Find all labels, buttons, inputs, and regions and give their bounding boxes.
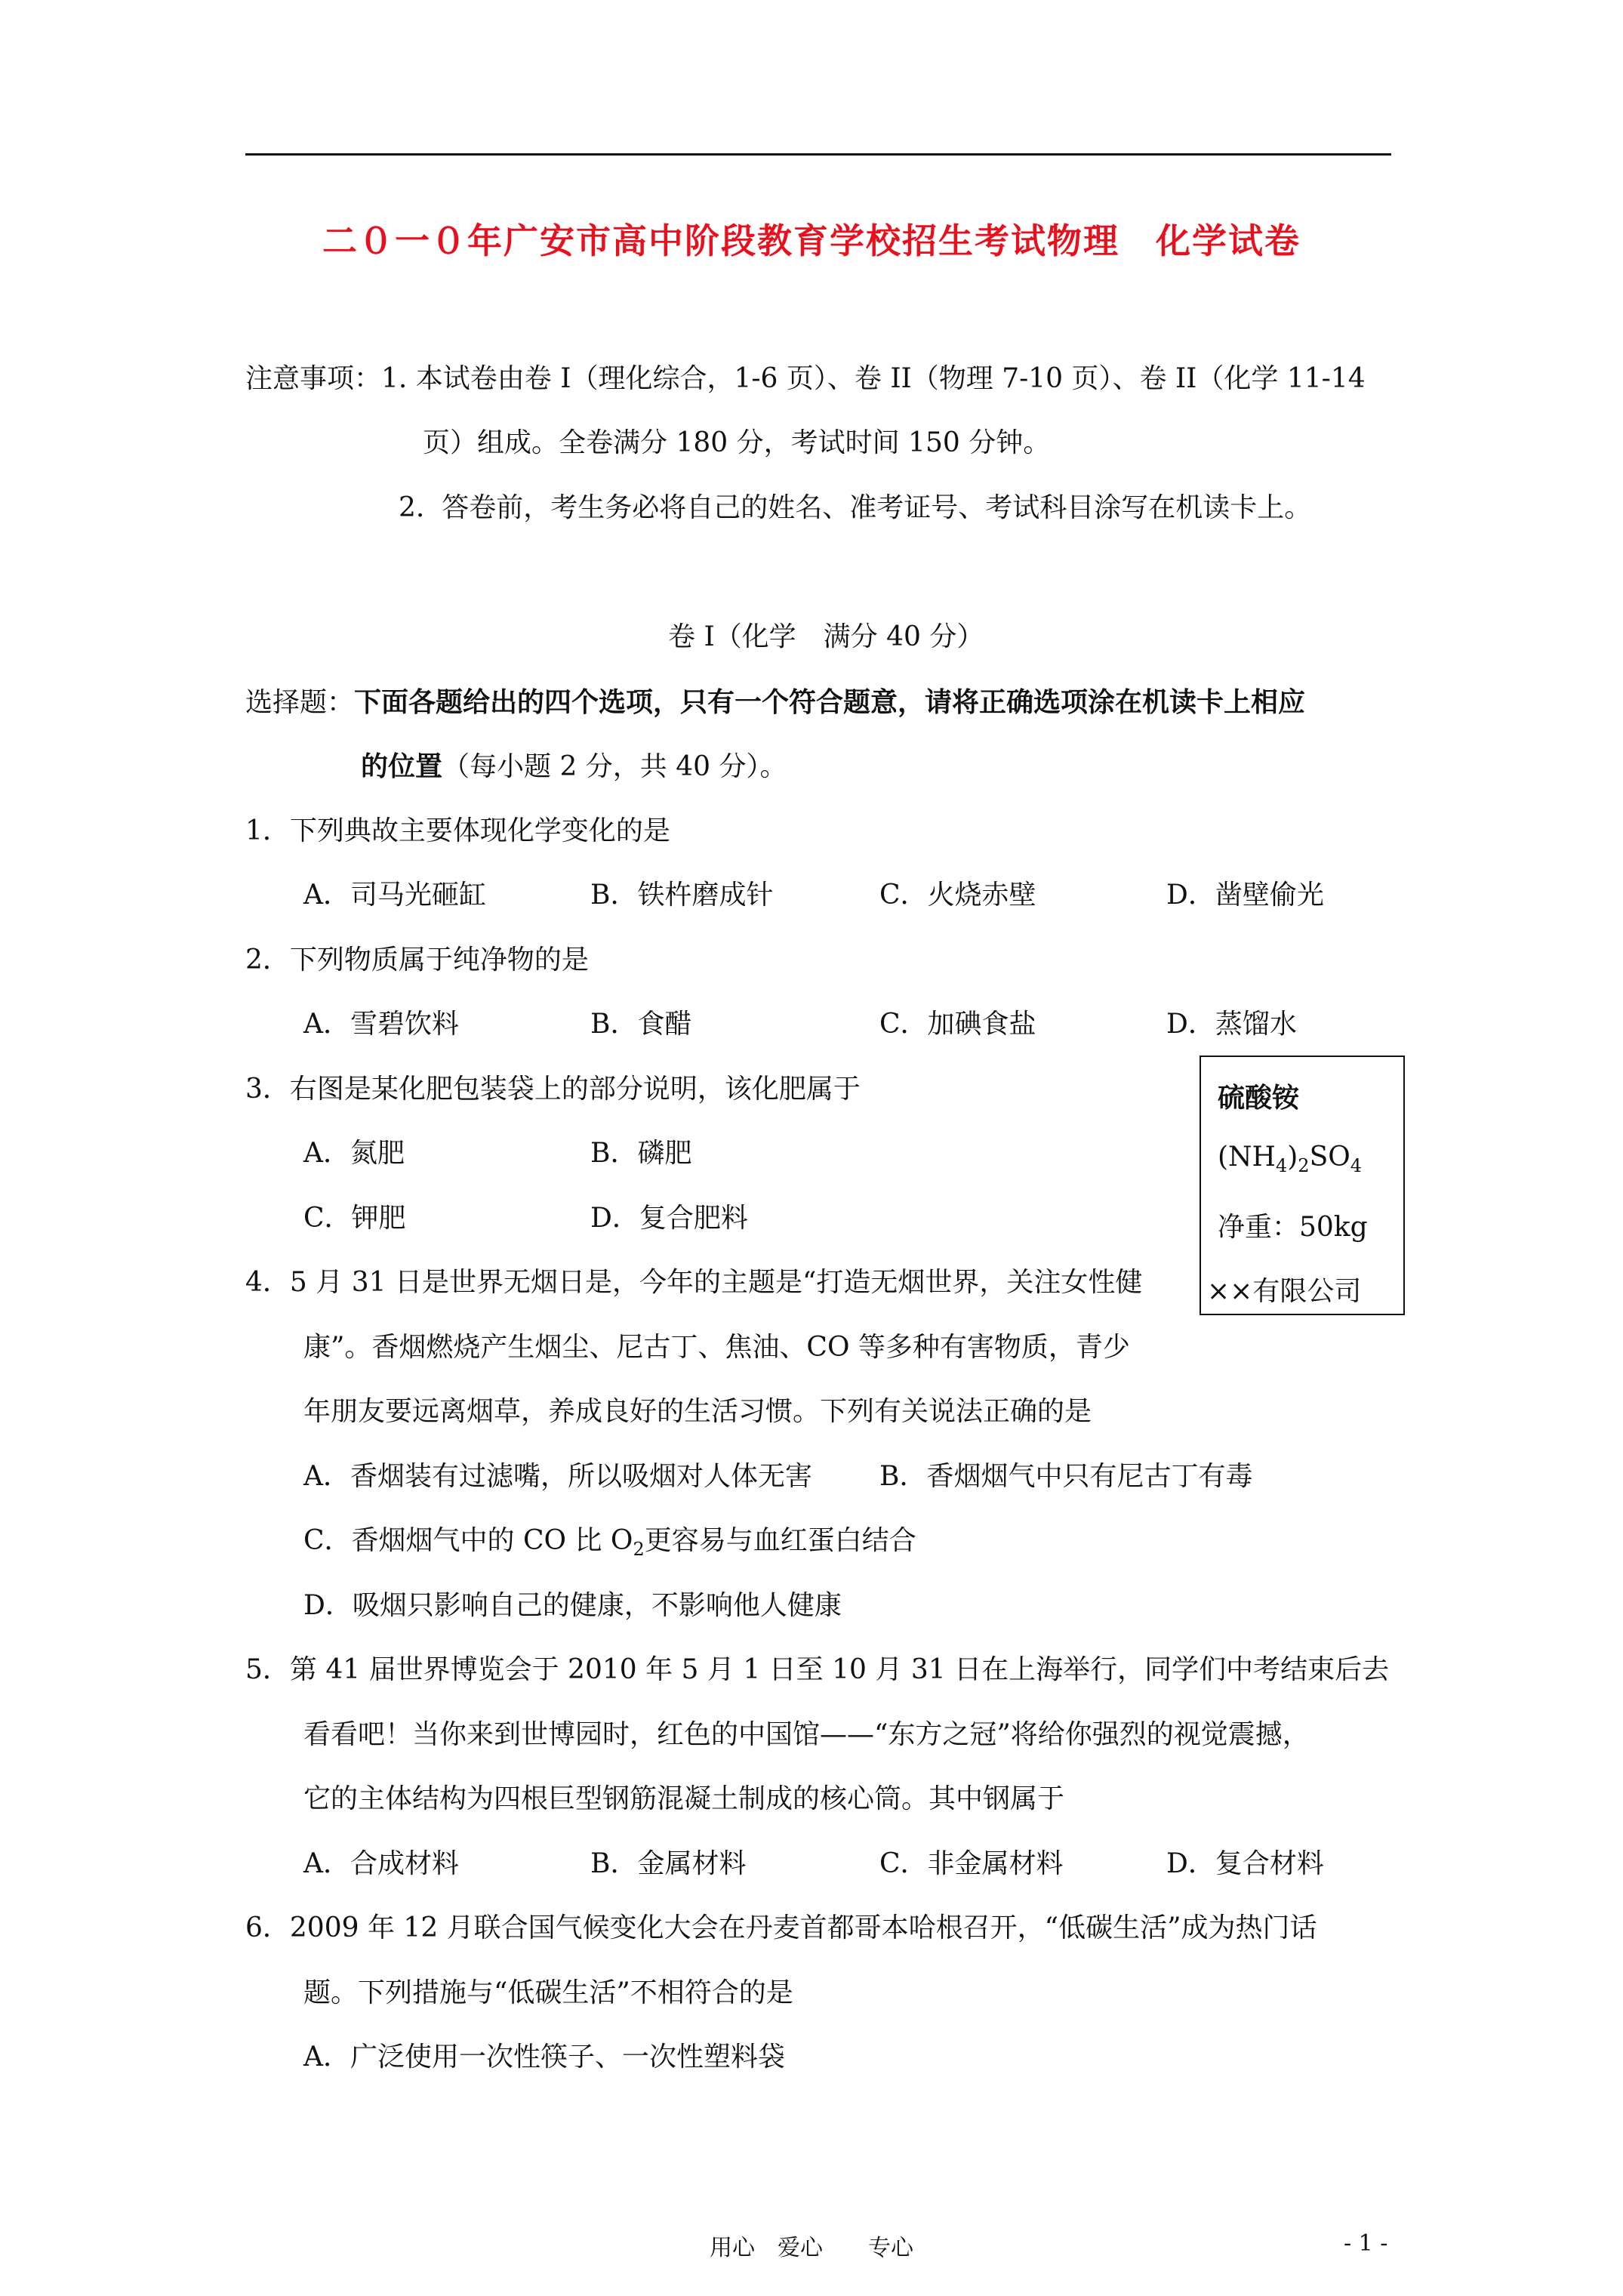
question-1-option-d: D．凿壁偷光: [1166, 880, 1324, 911]
page-number: - 1 -: [1344, 2230, 1388, 2257]
instruction-text-2b: （每小题 2 分，共 40 分）。: [442, 751, 787, 782]
notice-line-3: 2. 答卷前，考生务必将自己的姓名、准考证号、考试科目涂写在机读卡上。: [399, 492, 1312, 523]
instruction-line-1: [245, 686, 1306, 718]
fertilizer-label-box: [1200, 1056, 1405, 1315]
question-3-option-c: C．钾肥: [303, 1203, 406, 1234]
instruction-text-2a: 的位置: [361, 750, 443, 782]
question-4-option-b: B．香烟烟气中只有尼古丁有毒: [879, 1461, 1253, 1492]
question-1-option-b: B．铁杵磨成针: [590, 880, 774, 911]
question-4-option-a: A．香烟装有过滤嘴，所以吸烟对人体无害: [303, 1461, 812, 1492]
question-4-stem-line-1: 4．5 月 31 日是世界无烟日是，今年的主题是“打造无烟世界，关注女性健: [245, 1267, 1143, 1298]
question-3-stem: 3．右图是某化肥包装袋上的部分说明，该化肥属于: [245, 1074, 861, 1105]
question-2-option-b: B．食醋: [590, 1009, 692, 1040]
question-6-stem-line-2: 题。下列措施与“低碳生活”不相符合的是: [303, 1977, 793, 2008]
notice-line-2: 页）组成。全卷满分 180 分，考试时间 150 分钟。: [423, 427, 1051, 458]
question-5-stem-line-2: 看看吧！当你来到世博园时，红色的中国馆——“东方之冠”将给你强烈的视觉震撼，: [303, 1719, 1310, 1750]
fertilizer-formula: $(NH_4)_2SO_4$: [1218, 1142, 1363, 1176]
question-1-option-c: C．火烧赤壁: [879, 880, 1036, 911]
fertilizer-weight: 净重：50kg: [1218, 1212, 1368, 1243]
fertilizer-company: ××有限公司: [1207, 1276, 1362, 1307]
question-4-stem-line-2: 康”。香烟燃烧产生烟尘、尼古丁、焦油、CO 等多种有害物质，青少: [303, 1332, 1130, 1363]
notice-line-1: 注意事项：1. 本试卷由卷 I（理化综合，1-6 页）、卷 II（物理 7-10 页）、卷 II（化学 11-14: [245, 363, 1366, 394]
question-6-stem-line-1: 6．2009 年 12 月联合国气候变化大会在丹麦首都哥本哈根召开，“低碳生活”成为热门话: [245, 1912, 1317, 1943]
question-6-option-a: A．广泛使用一次性筷子、一次性塑料袋: [303, 2042, 785, 2073]
question-1-option-a: A．司马光砸缸: [303, 880, 486, 911]
question-2-option-d: D．蒸馏水: [1166, 1009, 1297, 1040]
question-5-option-b: B．金属材料: [590, 1848, 747, 1879]
question-4-option-c: C．香烟烟气中的 CO 比 $O_2$更容易与血红蛋白结合: [303, 1525, 916, 1560]
question-3-option-d: D．复合肥料: [590, 1203, 748, 1234]
header-rule: [245, 153, 1391, 156]
instruction-text-1: 下面各题给出的四个选项，只有一个符合题意，请将正确选项涂在机读卡上相应: [354, 686, 1306, 718]
question-5-option-c: C．非金属材料: [879, 1848, 1064, 1879]
question-5-option-a: A．合成材料: [303, 1848, 459, 1879]
question-3-option-b: B．磷肥: [590, 1138, 692, 1169]
question-2-option-c: C．加碘食盐: [879, 1009, 1036, 1040]
question-5-stem-line-1: 5．第 41 届世界博览会于 2010 年 5 月 1 日至 10 月 31 日在上海举行，同学们中考结束后去: [245, 1654, 1390, 1685]
question-4-option-d: D．吸烟只影响自己的健康，不影响他人健康: [303, 1590, 842, 1621]
question-2-stem: 2．下列物质属于纯净物的是: [245, 945, 589, 975]
question-3-option-a: A．氮肥: [303, 1138, 405, 1169]
footer-slogan: 用心 爱心 专心: [710, 2235, 913, 2261]
instruction-line-2: [361, 750, 787, 782]
section-title: 卷 I（化学 满分 40 分）: [668, 621, 984, 652]
exam-title: 二０一０年广安市高中阶段教育学校招生考试物理 化学试卷: [322, 220, 1301, 261]
question-1-stem: 1．下列典故主要体现化学变化的是: [245, 815, 670, 846]
question-5-stem-line-3: 它的主体结构为四根巨型钢筋混凝土制成的核心筒。其中钢属于: [303, 1783, 1065, 1814]
fertilizer-name: 硫酸铵: [1218, 1082, 1300, 1114]
question-2-option-a: A．雪碧饮料: [303, 1009, 459, 1040]
question-5-option-d: D．复合材料: [1166, 1848, 1324, 1879]
question-4-stem-line-3: 年朋友要远离烟草，养成良好的生活习惯。下列有关说法正确的是: [303, 1396, 1092, 1427]
instruction-label: 选择题：: [245, 687, 355, 718]
